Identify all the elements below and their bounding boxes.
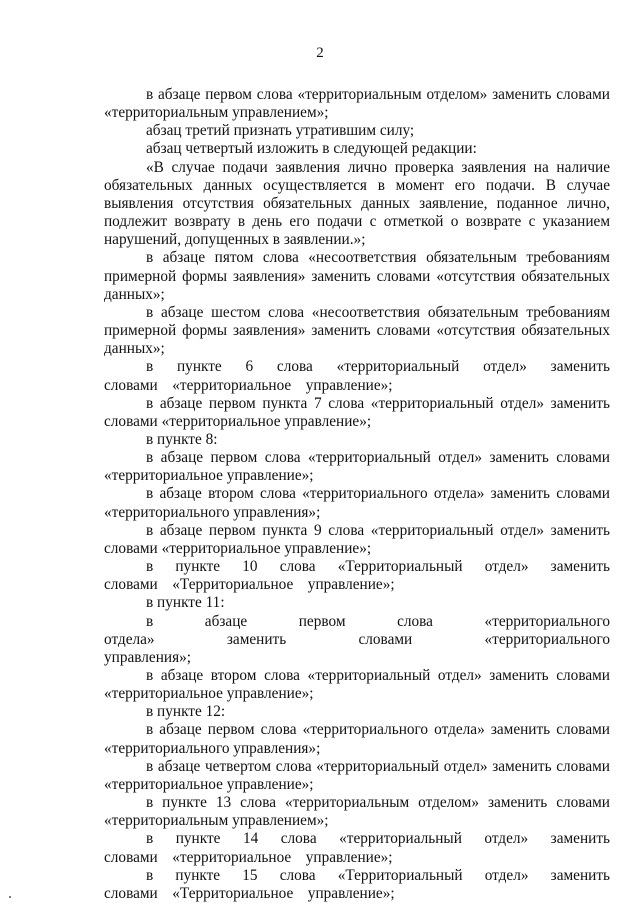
paragraph: абзац четвертый изложить в следующей редакции: [146,140,477,158]
paragraph: абзац третий признать утратившим силу; [146,122,415,140]
paragraph: в пункте 11: [146,594,225,612]
paragraph: «В случае подачи заявления лично проверка заявления на наличие обязательных данных осуществляется в момент его подачи. В случае выявления отсутствия обязательных данных заявление, поданное лично, подлежит возврату в день его подачи с отметкой о возврате с указанием нарушений, допущенных в заявлении.»; [104,158,610,249]
paragraph: в пункте 14 слова «территориальный отдел» заменить словами «территориальное управление»; [104,830,610,866]
paragraph: в абзаце первом слова «территориального отдела» заменить словами «территориального управления»; [104,612,610,666]
paragraph: в абзаце четвертом слова «территориальный отдел» заменить словами «территориальное управление»; [104,757,610,793]
paragraph: в абзаце первом пункта 7 слова «территориальный отдел» заменить словами «территориальное управление»; [104,394,610,430]
document-body [104,86,610,903]
paragraph: в абзаце шестом слова «несоответствия обязательным требованиям примерной формы заявления» заменить словами «отсутствия обязательных данных»; [104,303,610,358]
paragraph: в абзаце первом слова «территориальным отделом» заменить словами «территориальным управлением»; [104,86,610,122]
paragraph: в абзаце первом пункта 9 слова «территориальный отдел» заменить словами «территориальное управление»; [104,521,610,557]
paragraph: в абзаце пятом слова «несоответствия обязательным требованиям примерной формы заявления» заменить словами «отсутствия обязательных данных»; [104,249,610,303]
paragraph: в пункте 6 слова «территориальный отдел» заменить словами «территориальное управление»; [104,358,610,394]
paragraph: в абзаце втором слова «территориального отдела» заменить словами «территориального управления»; [104,485,610,521]
paragraph: в пункте 8: [146,430,218,448]
paragraph: в пункте 15 слова «Территориальный отдел» заменить словами «Территориальное управление»; [104,866,610,902]
scan-artifact [9,896,11,898]
paragraph: в пункте 13 слова «территориальным отделом» заменить словами «территориальным управлением»; [104,794,610,830]
paragraph: в абзаце первом слова «территориальный отдел» заменить словами «территориальное управление»; [104,449,610,485]
page-number: 2 [316,45,324,61]
paragraph: в пункте 12: [146,703,226,721]
paragraph: в абзаце первом слова «территориального отдела» заменить словами «территориального управления»; [104,721,610,757]
paragraph: в абзаце втором слова «территориальный отдел» заменить словами «территориальное управление»; [104,667,610,703]
paragraph: в пункте 10 слова «Территориальный отдел» заменить словами «Территориальное управление»; [104,558,610,594]
